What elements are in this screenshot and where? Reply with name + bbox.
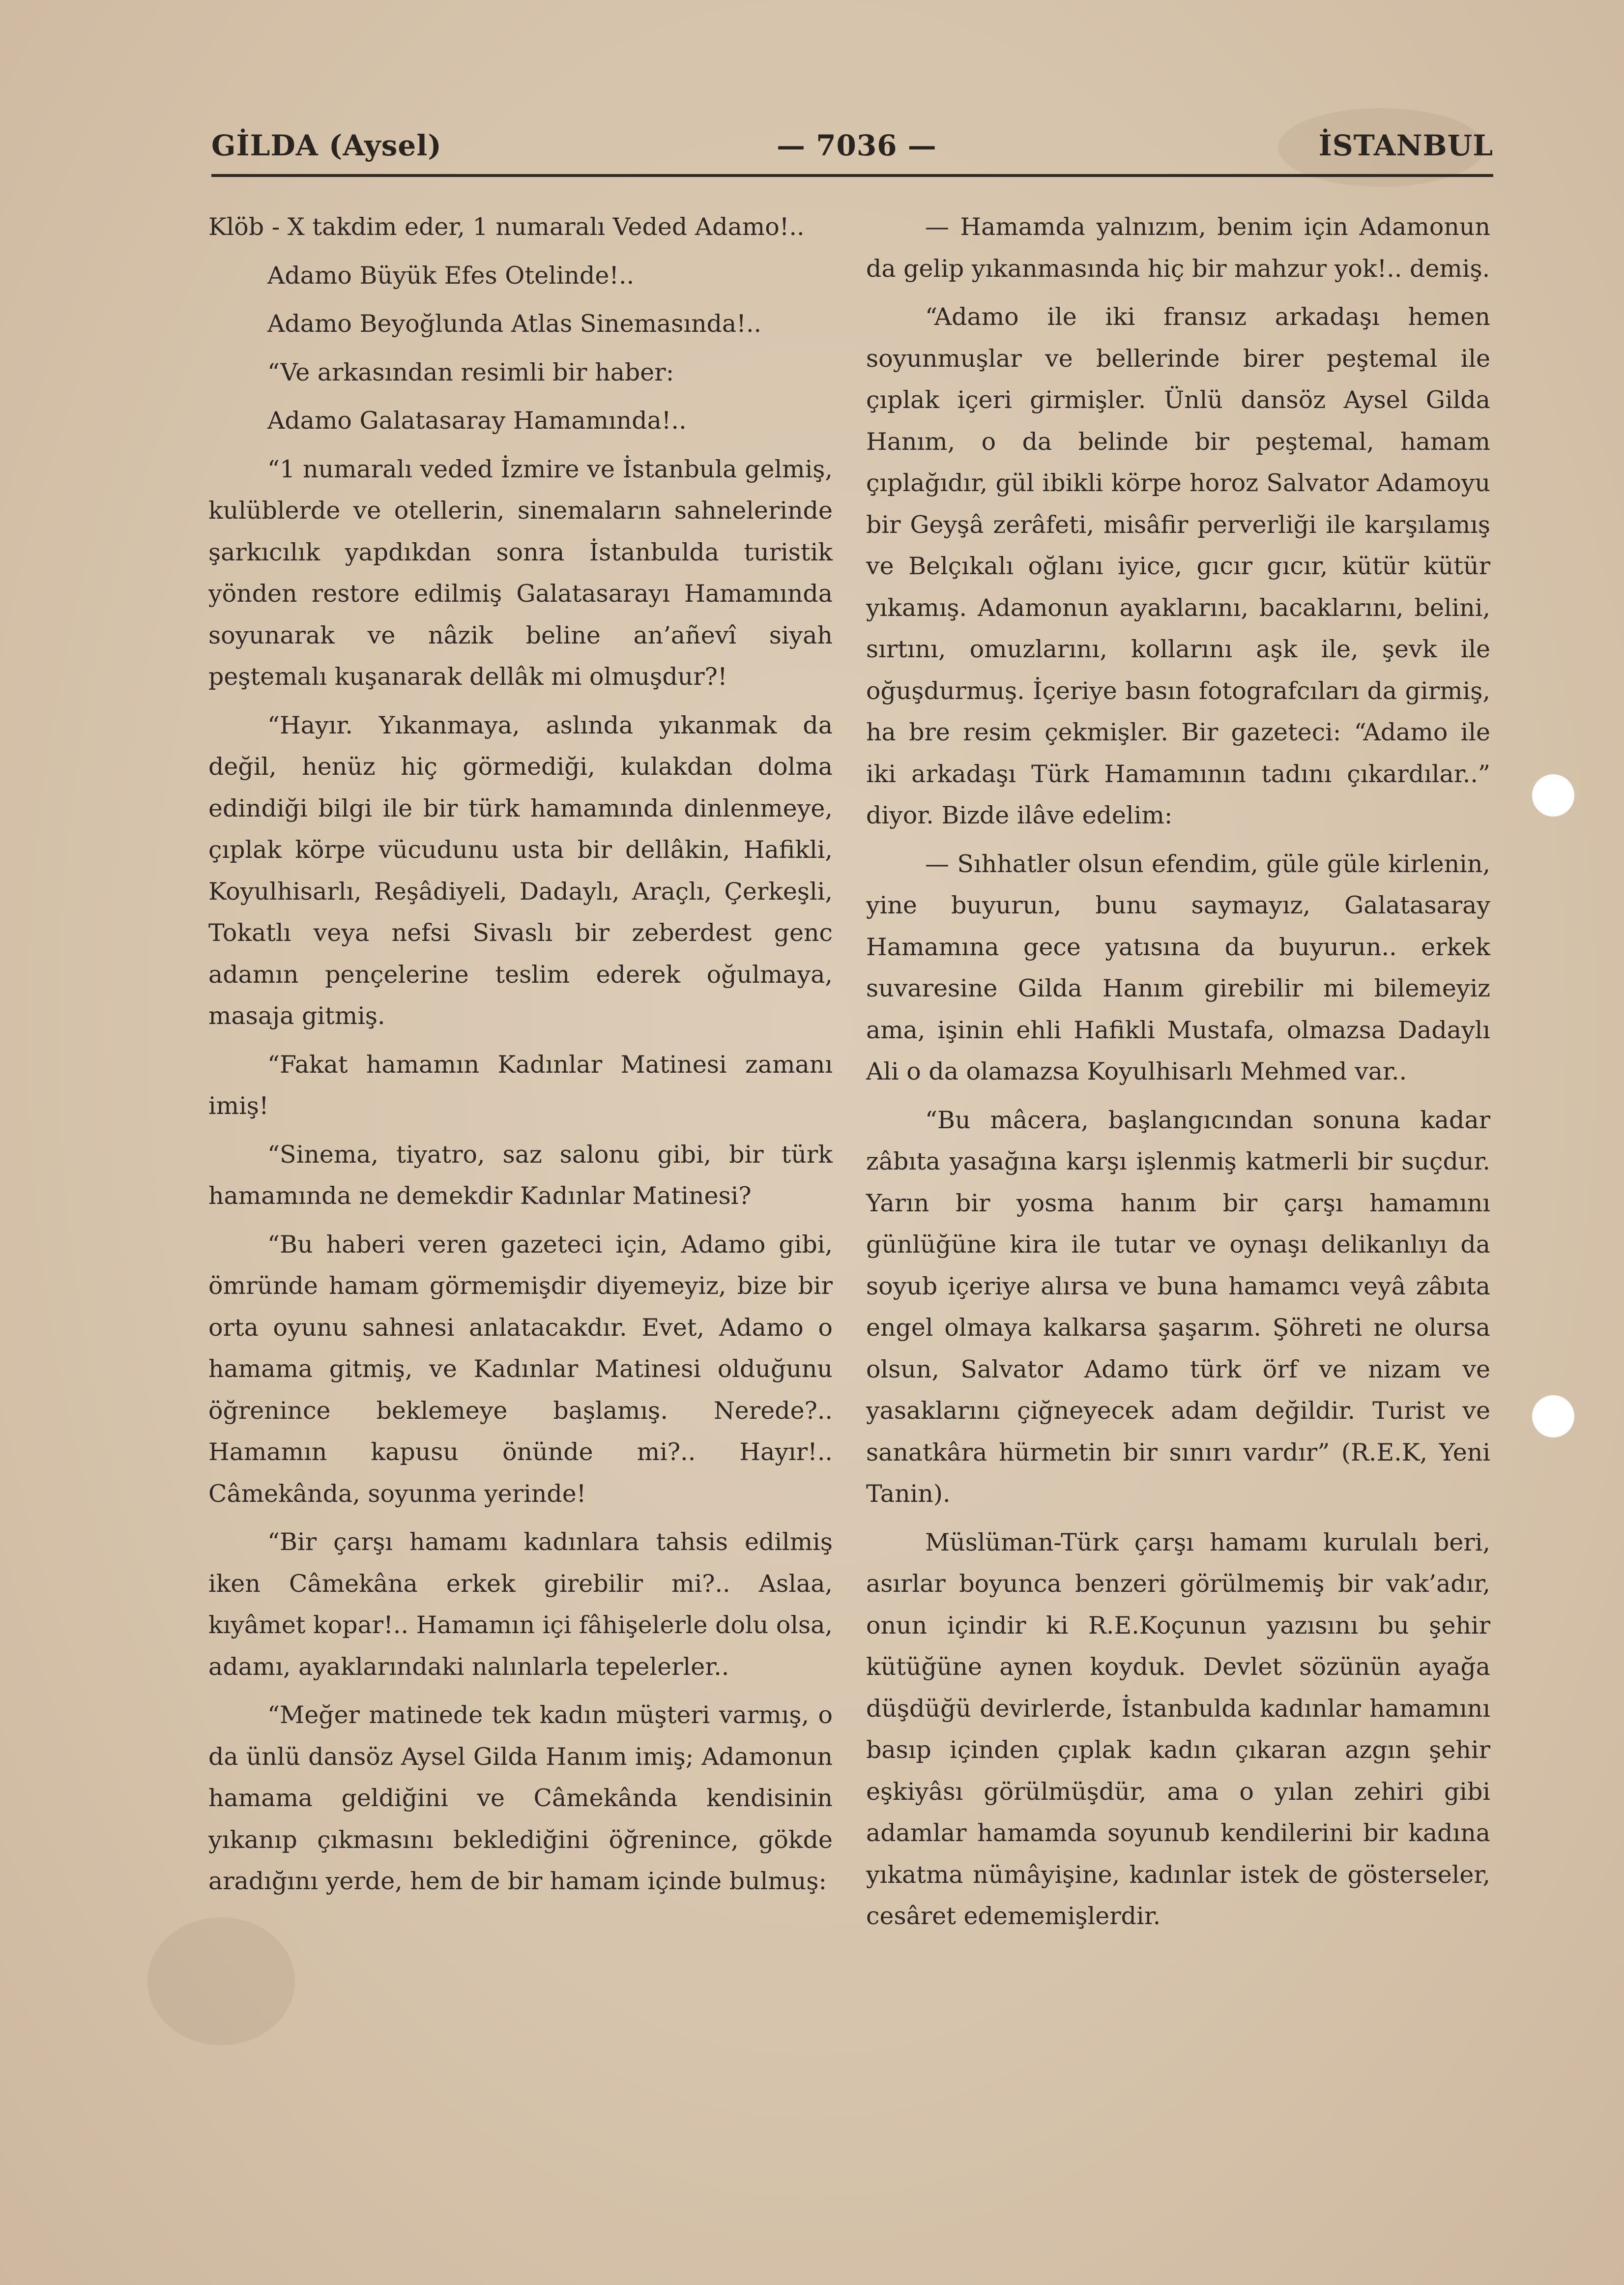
paragraph: Müslüman-Türk çarşı hamamı kurulalı beri, asırlar boyunca benzeri görülmemiş bir vak’adır, onun içindir ki R.E.Koçunun yazısını bu şehir kütüğüne aynen koyduk. Devlet sözünün ayağa düşdüğü devirlerde, İstanbulda kadınlar hamamını basıp içinden çıplak kadın çıkaran azgın şehir eşkiyâsı görülmüşdür, ama o yılan zehiri gibi adamlar hamamda soyunub kendilerini bir kadına yıkatma nümâyişine, kadınlar istek de gösterseler, cesâret edememişlerdir.	[866, 1528, 1490, 1930]
paragraph: “Bu haberi veren gazeteci için, Adamo gibi, ömründe hamam görmemişdir diyemeyiz, bize bir orta oyunu sahnesi anlatacakdır. Evet, Adamo o hamama gitmiş, ve Kadınlar Matinesi olduğunu öğrenince beklemeye başlamış. Nerede?.. Hamamın kapusu önünde mi?.. Hayır!.. Câmekânda, soyunma yerinde!	[208, 1230, 833, 1508]
paragraph: “Fakat hamamın Kadınlar Matinesi zamanı imiş!	[208, 1050, 833, 1120]
paragraph: “Bu mâcera, başlangıcından sonuna kadar zâbıta yasağına karşı işlenmiş katmerli bir suçdur. Yarın bir yosma hanım bir çarşı hamamını günlüğüne kira ile tutar ve oynaşı delikanlıyı da soyub içeriye alırsa ve buna hamamcı veyâ zâbıta engel olmaya kalkarsa şaşarım. Şöhreti ne olursa olsun, Salvator Adamo türk örf ve nizam ve yasaklarını çiğneyecek adam değildir. Turist ve sanatkâra hürmetin bir sınırı vardır” (R.E.K, Yeni Tanin).	[866, 1106, 1490, 1508]
paragraph: “Meğer matinede tek kadın müşteri varmış, o da ünlü dansöz Aysel Gilda Hanım imiş; Adamonun hamama geldiğini ve Câmekânda kendisinin yıkanıp çıkmasını beklediğini öğrenince, gökde aradığını yerde, hem de bir hamam içinde bulmuş:	[208, 1701, 833, 1895]
paragraph: “Bir çarşı hamamı kadınlara tahsis edilmiş iken Câmekâna erkek girebilir mi?.. Aslaa, kıyâmet kopar!.. Hamamın içi fâhişelerle dolu olsa, adamı, ayaklarındaki nalınlarla tepelerler..	[208, 1528, 833, 1681]
paragraph: Adamo Büyük Efes Otelinde!..	[267, 261, 635, 290]
running-header	[211, 129, 1493, 173]
paragraph: “Adamo ile iki fransız arkadaşı hemen soyunmuşlar ve bellerinde birer peştemal ile çıplak içeri girmişler. Ünlü dansöz Aysel Gilda Hanım, o da belinde bir peştemal, hamam çıplağıdır, gül ibikli körpe horoz Salvator Adamoyu bir Geyşâ zerâfeti, misâfir perverliği ile karşılamış ve Belçıkalı oğlanı iyice, gıcır gıcır, kütür kütür yıkamış. Adamonun ayaklarını, bacaklarını, belini, sırtını, omuzlarını, kollarını aşk ile, şevk ile oğuşdurmuş. İçeriye basın fotografcıları da girmiş, ha bre resim çekmişler. Bir gazeteci: “Adamo ile iki arkadaşı Türk Hamamının tadını çıkardılar..” diyor. Bizde ilâve edelim:	[866, 303, 1490, 829]
punch-hole	[1532, 1395, 1574, 1437]
page-number: — 7036 —	[777, 129, 937, 162]
header-rule	[211, 174, 1493, 177]
paragraph: “Hayır. Yıkanmaya, aslında yıkanmak da değil, henüz hiç görmediği, kulakdan dolma edindiği bilgi ile bir türk hamamında dinlenmeye, çıplak körpe vücudunu usta bir dellâkin, Hafikli, Koyulhisarlı, Reşâdiyeli, Dadaylı, Araçlı, Çerkeşli, Tokatlı veya nefsi Sivaslı bir zeberdest genc adamın pençelerine teslim ederek oğulmaya, masaja gitmiş.	[208, 711, 833, 1030]
paragraph: “1 numaralı veded İzmire ve İstanbula gelmiş, kulüblerde ve otellerin, sinemaların sahnelerinde şarkıcılık yapdıkdan sonra İstanbulda turistik yönden restore edilmiş Galatasarayı Hamamında soyunarak ve nâzik beline an’añevî siyah peştemalı kuşanarak dellâk mi olmuşdur?!	[208, 455, 833, 691]
paragraph: Adamo Beyoğlunda Atlas Sinemasında!..	[267, 310, 762, 338]
header-entry-title: GİLDA (Aysel)	[211, 129, 442, 162]
punch-hole	[1532, 774, 1574, 817]
paper-stain	[147, 1917, 295, 2045]
paragraph: “Ve arkasından resimli bir haber:	[267, 358, 674, 386]
paragraph: “Sinema, tiyatro, saz salonu gibi, bir türk hamamında ne demekdir Kadınlar Matinesi?	[208, 1140, 833, 1210]
header-city: İSTANBUL	[1318, 129, 1493, 162]
paragraph: — Hamamda yalnızım, benim için Adamonun da gelip yıkanmasında hiç bir mahzur yok!.. demiş.	[866, 213, 1490, 283]
paragraph: Adamo Galatasaray Hamamında!..	[267, 407, 687, 435]
right-column	[866, 206, 1490, 1944]
paragraph: — Sıhhatler olsun efendim, güle güle kirlenin, yine buyurun, bunu saymayız, Galatasaray Hamamına gece yatısına da buyurun.. erkek suvaresine Gilda Hanım girebilir mi bilemeyiz ama, işinin ehli Hafikli Mustafa, olmazsa Dadaylı Ali o da olamazsa Koyulhisarlı Mehmed var..	[866, 850, 1490, 1085]
left-column	[208, 206, 833, 1909]
paragraph: Klöb - X takdim eder, 1 numaralı Veded Adamo!..	[208, 213, 805, 241]
